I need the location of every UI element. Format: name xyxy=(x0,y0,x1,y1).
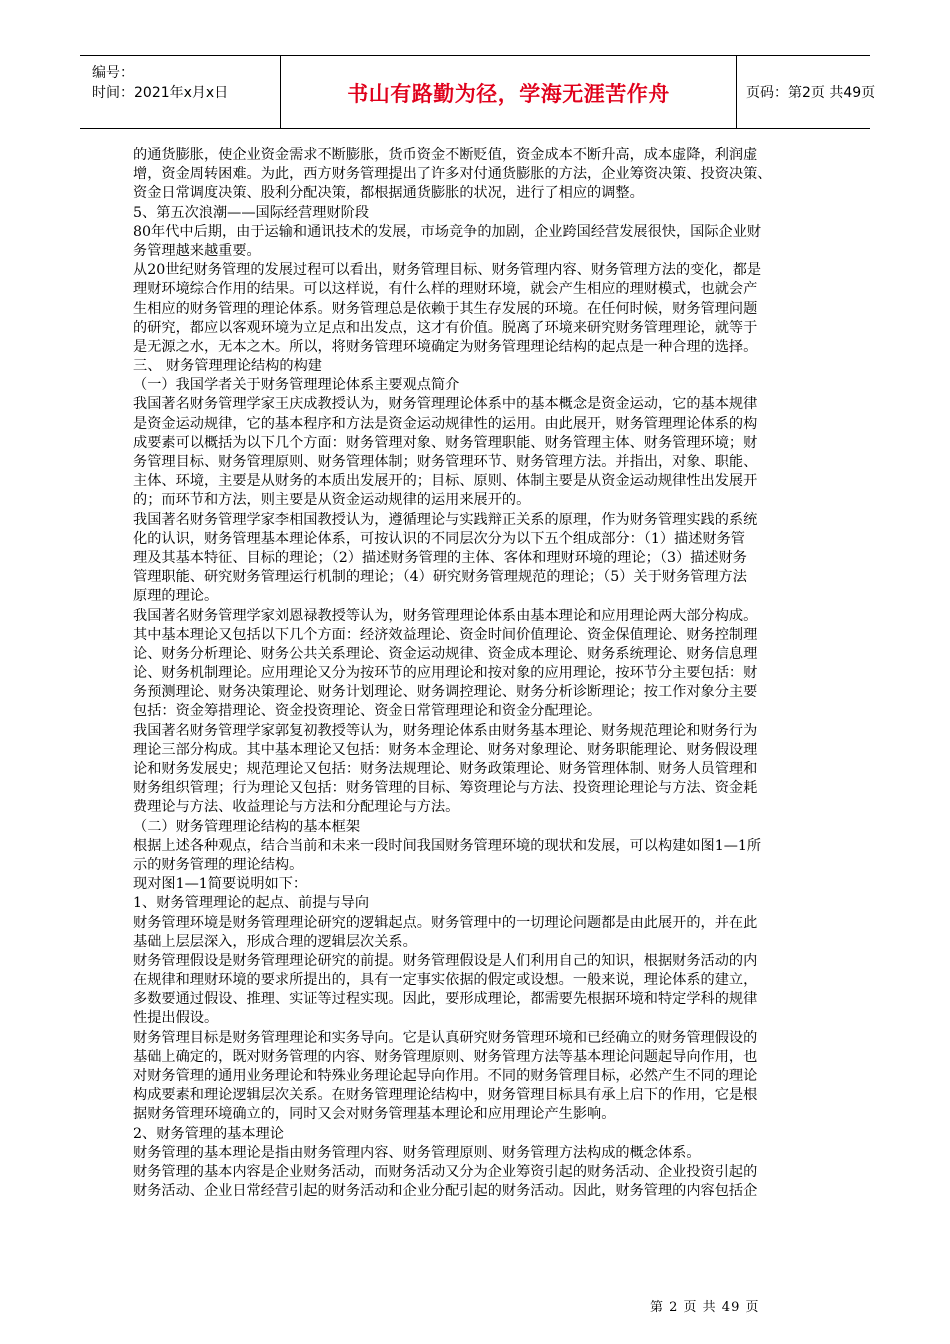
text-line: 的；而环节和方法，则主要是从资金运动规律的运用来展开的。 xyxy=(133,492,531,509)
text-line: 我国著名财务管理学家李相国教授认为，遵循理论与实践辩正关系的原理，作为财务管理实践的系统 xyxy=(133,511,758,528)
text-line: 从20世纪财务管理的发展过程可以看出，财务管理目标、财务管理内容、财务管理方法的变化，都是 xyxy=(133,262,762,279)
text-line: 财务管理假设是财务管理理论研究的前提。财务管理假设是人们利用自己的知识，根据财务活动的内 xyxy=(133,952,758,969)
text-line: 务管理越来越重要。 xyxy=(133,242,261,259)
text-line: 原理的理论。 xyxy=(133,588,219,605)
header-motto-cell xyxy=(280,56,737,128)
text-line: 构成要素和理论逻辑层次关系。在财务管理理论结构中，财务管理目标具有承上启下的作用，它是根 xyxy=(133,1087,758,1104)
text-line: 我国著名财务管理学家王庆成教授认为，财务管理理论体系中的基本概念是资金运动，它的基本规律 xyxy=(133,396,758,413)
text-line: 财务管理的基本内容是企业财务活动，而财务活动又分为企业筹资引起的财务活动、企业投资引起的 xyxy=(133,1163,758,1180)
text-line: 对财务管理的通用业务理论和特殊业务理论起导向作用。不同的财务管理目标，必然产生不同的理论 xyxy=(133,1068,758,1084)
text-line: 其中基本理论又包括以下几个方面：经济效益理论、资金时间价值理论、资金保值理论、财务控制理 xyxy=(133,626,758,643)
text-line: 根据上述各种观点，结合当前和未来一段时间我国财务管理环境的现状和发展，可以构建如图1—1所 xyxy=(133,837,762,854)
text-line: 5、第五次浪潮——国际经营理财阶段 xyxy=(133,204,370,221)
text-line: 多数要通过假设、推理、实证等过程实现。因此，要形成理论，都需要先根据环境和特定学科的规律 xyxy=(133,991,758,1008)
text-line: 80年代中后期，由于运输和通讯技术的发展，市场竞争的加剧，企业跨国经营发展很快，国际企业财 xyxy=(133,223,762,240)
text-line: 生相应的财务管理的理论体系。财务管理总是依赖于其生存发展的环境。在任何时候，财务管理问题 xyxy=(133,300,758,317)
text-line: 财务活动、企业日常经营引起的财务活动和企业分配引起的财务活动。因此，财务管理的内容包括企 xyxy=(133,1183,758,1200)
text-line: 性提出假设。 xyxy=(133,1010,219,1027)
text-line: 理财环境综合作用的结果。可以这样说，有什么样的理财环境，就会产生相应的理财模式，也就会产 xyxy=(133,281,758,298)
text-line: 我国著名财务管理学家刘恩禄教授等认为，财务管理理论体系由基本理论和应用理论两大部分构成。 xyxy=(133,607,758,624)
text-line: 论、财务机制理论。应用理论又分为按环节的应用理论和按对象的应用理论，按环节分主要包括：财 xyxy=(133,665,758,682)
text-line: 1、财务管理理论的起点、前提与导向 xyxy=(133,895,370,912)
text-line: 的研究，都应以客观环境为立足点和出发点，这才有价值。脱离了环境来研究财务管理理论，就等于 xyxy=(133,319,758,336)
text-line: 论和财务发展史；规范理论又包括：财务法规理论、财务政策理论、财务管理体制、财务人员管理和 xyxy=(133,761,758,777)
text-line: 2、财务管理的基本理论 xyxy=(133,1125,284,1142)
text-line: 财务管理目标是财务管理理论和实务导向。它是认真研究财务管理环境和已经确立的财务管理假设的 xyxy=(133,1029,758,1046)
header-motto: 书山有路勤为径，学海无涯苦作舟 xyxy=(347,82,670,106)
text-line: 包括：资金筹措理论、资金投资理论、资金日常管理理论和资金分配理论。 xyxy=(133,703,602,720)
text-line: 三、 财务管理理论结构的构建 xyxy=(133,358,322,375)
text-line: 基础上确定的，既对财务管理的内容、财务管理原则、财务管理方法等基本理论问题起导向作用，也 xyxy=(133,1048,758,1065)
text-line: 管理职能、研究财务管理运行机制的理论；（4）研究财务管理规范的理论；（5）关于财务管理方法 xyxy=(133,569,747,586)
text-line: 示的财务管理的理论结构。 xyxy=(133,856,304,873)
text-line: 理论三部分构成。其中基本理论又包括：财务本金理论、财务对象理论、财务职能理论、财务假设理 xyxy=(133,741,758,758)
text-line: 费理论与方法、收益理论与方法和分配理论与方法。 xyxy=(133,799,460,816)
text-line: 财务组织管理；行为理论又包括：财务管理的目标、筹资理论与方法、投资理论理论与方法、资金耗 xyxy=(133,780,758,797)
text-line: 财务管理的基本理论是指由财务管理内容、财务管理原则、财务管理方法构成的概念体系。 xyxy=(133,1144,701,1161)
text-line: 基础上层层深入，形成合理的逻辑层次关系。 xyxy=(133,933,417,950)
text-line: （二）财务管理理论结构的基本框架 xyxy=(133,818,361,835)
document-number-label: 编号： xyxy=(92,65,134,81)
text-line: 成要素可以概括为以下几个方面：财务管理对象、财务管理职能、财务管理主体、财务管理环境；财 xyxy=(133,434,758,451)
text-line: 化的认识，财务管理基本理论体系，可按认识的不同层次分为以下五个组成部分：（1）描述财务管 xyxy=(133,530,745,547)
text-line: 现对图1—1简要说明如下： xyxy=(133,876,308,893)
text-line: 务管理目标、财务管理原则、财务管理体制；财务管理环节、财务管理方法。并指出，对象、职能、 xyxy=(133,454,758,470)
header-meta-cell xyxy=(80,56,280,128)
text-line: 理及其基本特征、目标的理论；（2）描述财务管理的主体、客体和理财环境的理论；（3）描述财务 xyxy=(133,549,747,566)
text-line: 是无源之水，无本之木。所以，将财务管理环境确定为财务管理理论结构的起点是一种合理的选择。 xyxy=(133,338,758,355)
text-line: 的通货膨胀，使企业资金需求不断膨胀，货币资金不断贬值，资金成本不断升高，成本虚降，利润虚 xyxy=(133,147,758,163)
text-line: 是资金运动规律，它的基本程序和方法是资金运动规律性的运用。由此展开，财务管理理论体系的构 xyxy=(133,415,758,432)
text-line: 我国著名财务管理学家郭复初教授等认为，财务理论体系由财务基本理论、财务规范理论和财务行为 xyxy=(133,722,758,739)
header-page-info: 页码：第2页 共49页 xyxy=(746,85,876,101)
text-line: 资金日常调度决策、股利分配决策，都根据通货膨胀的状况，进行了相应的调整。 xyxy=(133,185,644,202)
text-line: 在规律和理财环境的要求所提出的，具有一定事实依据的假定或设想。一般来说，理论体系的建立， xyxy=(133,972,758,989)
page-footer: 第 2 页 共 49 页 xyxy=(650,1300,760,1315)
header-page-cell xyxy=(736,56,876,128)
text-line: 增，资金周转困难。为此，西方财务管理提出了许多对付通货膨胀的方法，企业筹资决策、投资决策、 xyxy=(133,166,772,183)
text-line: （一）我国学者关于财务管理理论体系主要观点简介 xyxy=(133,377,460,394)
document-body xyxy=(133,146,878,1201)
document-header xyxy=(80,55,876,129)
text-line: 财务管理环境是财务管理理论研究的逻辑起点。财务管理中的一切理论问题都是由此展开的，并在此 xyxy=(133,914,758,931)
text-line: 务预测理论、财务决策理论、财务计划理论、财务调控理论、财务分析诊断理论；按工作对象分主要 xyxy=(133,684,758,701)
text-line: 论、财务分析理论、财务公共关系理论、资金运动规律、资金成本理论、财务系统理论、财务信息理 xyxy=(133,645,758,662)
text-line: 主体、环境，主要是从财务的本质出发展开的；目标、原则、体制主要是从资金运动规律性出发展开 xyxy=(133,473,758,490)
text-line: 据财务管理环境确立的，同时又会对财务管理基本理论和应用理论产生影响。 xyxy=(133,1106,616,1123)
document-date-label: 时间：2021年x月x日 xyxy=(92,85,229,101)
